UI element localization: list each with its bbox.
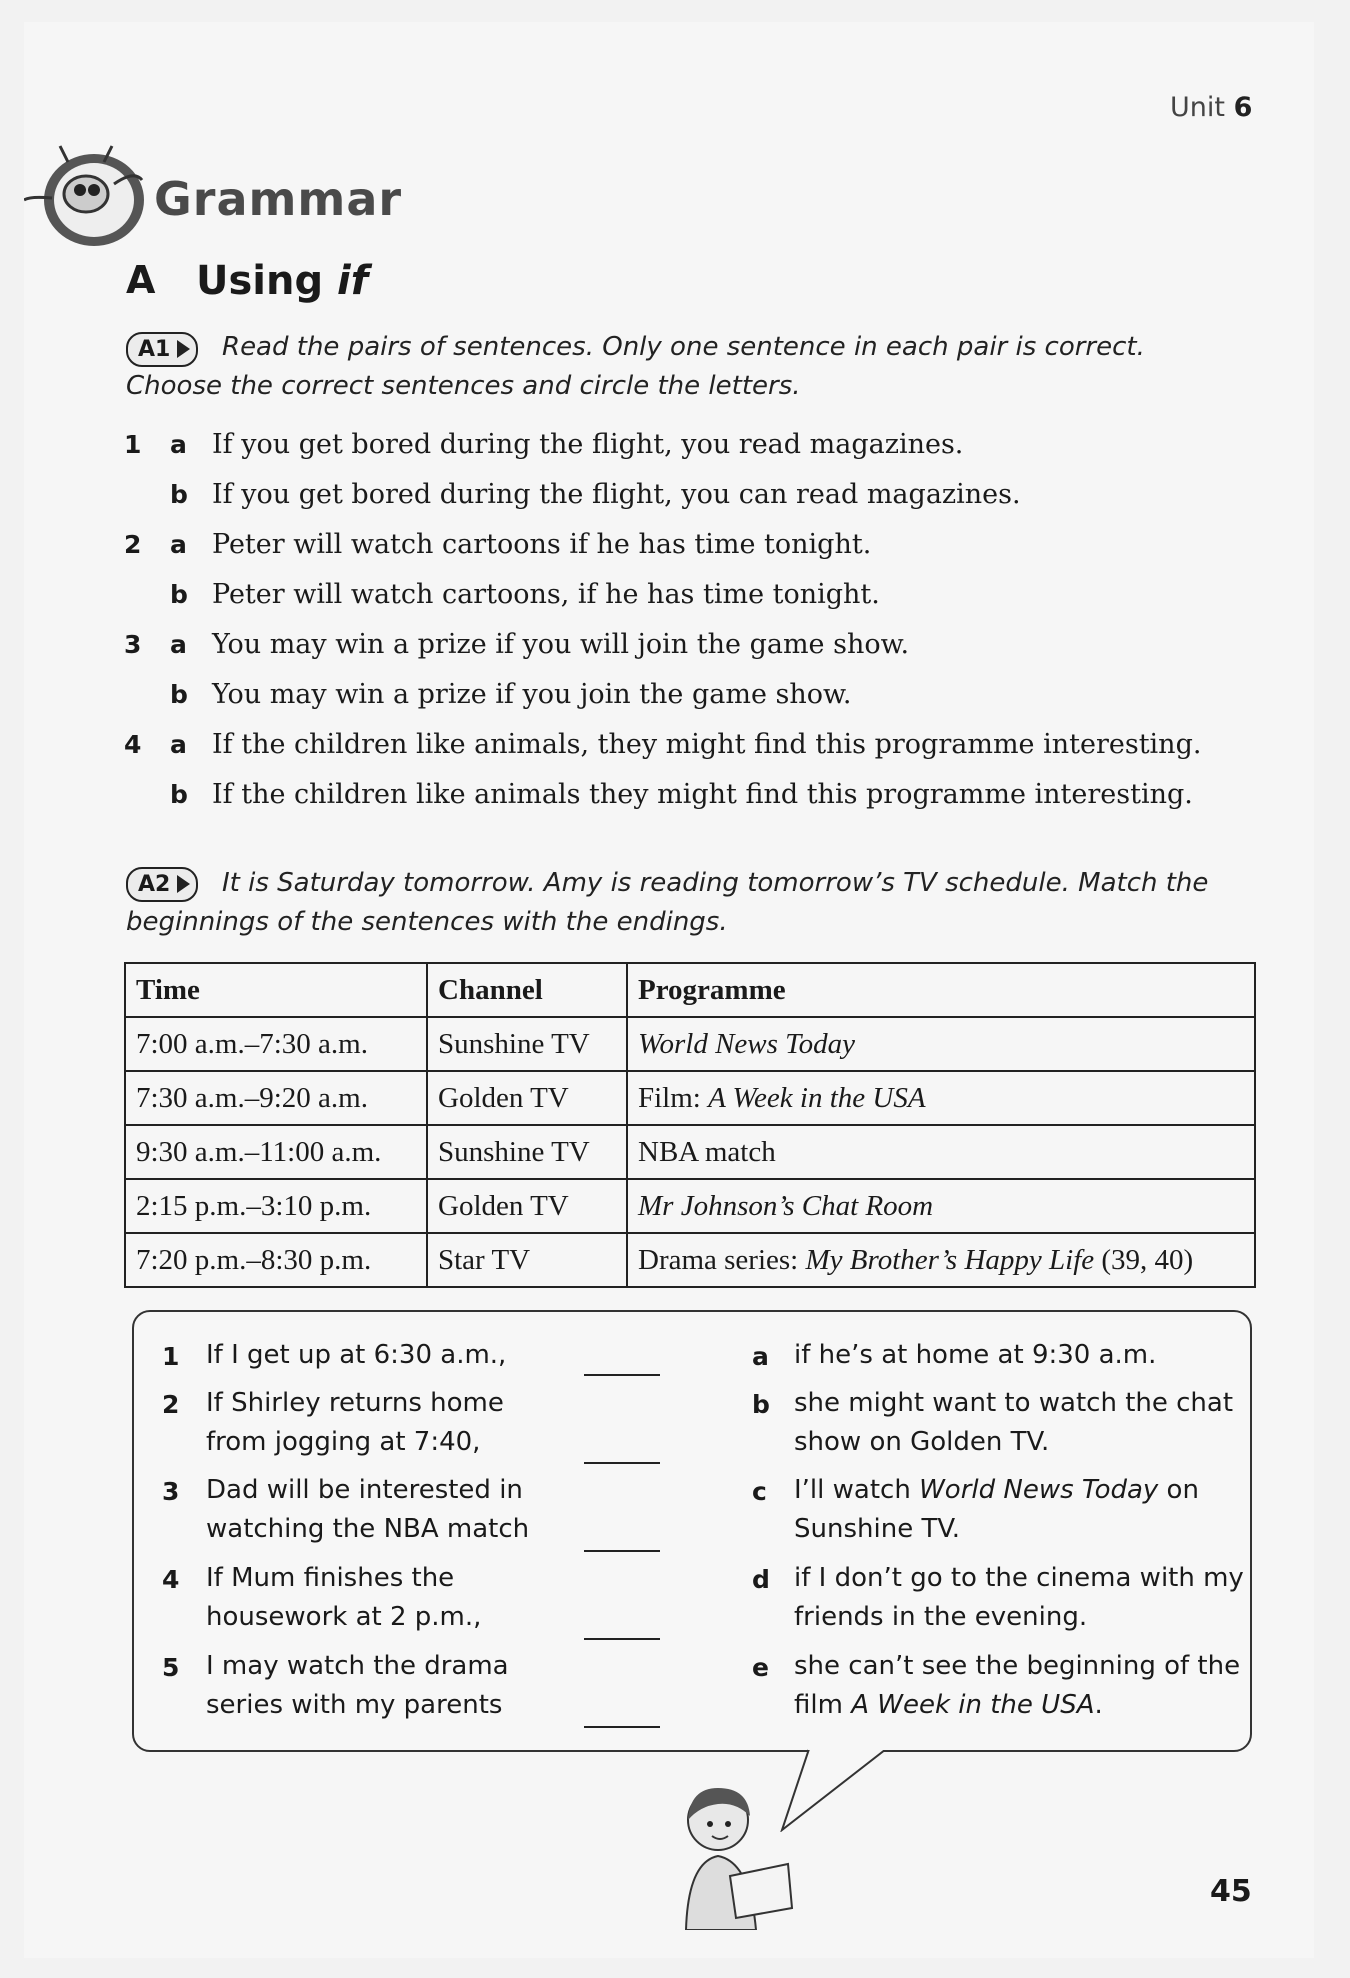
answer-blank[interactable] [584, 1548, 660, 1552]
beginning-text: from jogging at 7:40, [206, 1427, 481, 1457]
matching-speech-bubble: 1 If I get up at 6:30 a.m., 2 If Shirley returns home from jogging at 7:40, 3 Dad will be interested in watching the NBA match 4 If Mum finishes the housework at 2 p.m., 5 I may watch the drama series with my parents a if he’s at home at 9:30 a.m. b she might want to watch the chat show on Golden TV. c I’ll watch World News Today on Sunshine TV. d if I don’t go to the cinema with my friends in the evening. e she can’t see the beginning of the film A Week in the USA. [132, 1310, 1252, 1752]
ending-text: she might want to watch the chat [794, 1388, 1234, 1418]
ending-text: she can’t see the beginning of the [794, 1651, 1241, 1681]
list-item[interactable]: 4 a If the children like animals, they might find this programme interesting. [124, 729, 1202, 760]
ending-text: I’ll watch World News Today on [794, 1475, 1199, 1505]
a1-instruction: Read the pairs of sentences. Only one sentence in each pair is correct. Choose the correct sentences and circle the letters. [126, 332, 1145, 401]
beginning-text: housework at 2 p.m., [206, 1602, 482, 1632]
table-row: 7:00 a.m.–7:30 a.m. Sunshine TV World News Today [125, 1017, 1255, 1071]
bee-mascot-icon [24, 140, 150, 252]
answer-blank[interactable] [584, 1460, 660, 1464]
column-header: Time [125, 963, 427, 1017]
answer-blank[interactable] [584, 1724, 660, 1728]
table-row: 7:30 a.m.–9:20 a.m. Golden TV Film: A Week in the USA [125, 1071, 1255, 1125]
section-heading: Grammar [154, 172, 403, 226]
beginning-text: If Mum finishes the [206, 1563, 455, 1593]
list-item[interactable]: 2 a Peter will watch cartoons if he has time tonight. [124, 529, 872, 560]
column-header: Programme [627, 963, 1255, 1017]
table-row: 2:15 p.m.–3:10 p.m. Golden TV Mr Johnson’s Chat Room [125, 1179, 1255, 1233]
subsection-title: Using if [196, 258, 369, 304]
answer-blank[interactable] [584, 1636, 660, 1640]
beginning-text: If I get up at 6:30 a.m., [206, 1340, 507, 1370]
ending-text: if he’s at home at 9:30 a.m. [794, 1340, 1157, 1370]
audio-badge-a2: A2 [126, 867, 198, 902]
list-item[interactable]: 1 a If you get bored during the flight, you read magazines. [124, 429, 964, 460]
a2-instruction: It is Saturday tomorrow. Amy is reading tomorrow’s TV schedule. Match the beginnings of the sentences with the endings. [126, 868, 1209, 937]
ending-text: Sunshine TV. [794, 1514, 961, 1544]
beginning-text: watching the NBA match [206, 1514, 530, 1544]
page-number: 45 [1210, 1874, 1252, 1909]
sentence-pairs [124, 422, 1274, 822]
list-item[interactable]: 3 a You may win a prize if you will join the game show. [124, 629, 910, 660]
beginning-text: series with my parents [206, 1690, 503, 1720]
table-row: 7:20 p.m.–8:30 p.m. Star TV Drama series: My Brother’s Happy Life (39, 40) [125, 1233, 1255, 1287]
audio-badge-a1: A1 [126, 332, 198, 367]
table-row: 9:30 a.m.–11:00 a.m. Sunshine TV NBA match [125, 1125, 1255, 1179]
answer-blank[interactable] [584, 1372, 660, 1376]
column-header: Channel [427, 963, 627, 1017]
tv-schedule-table [124, 962, 1256, 1288]
girl-reading-illustration [666, 1780, 796, 1930]
ending-text: show on Golden TV. [794, 1427, 1050, 1457]
unit-label: Unit 6 [1170, 92, 1253, 123]
list-item[interactable]: b Peter will watch cartoons, if he has time tonight. [170, 579, 880, 610]
beginning-text: If Shirley returns home [206, 1388, 504, 1418]
ending-text: if I don’t go to the cinema with my [794, 1563, 1244, 1593]
beginning-text: I may watch the drama [206, 1651, 509, 1681]
beginning-text: Dad will be interested in [206, 1475, 523, 1505]
ending-text: film A Week in the USA. [794, 1690, 1103, 1720]
table-header-row [125, 963, 1255, 1017]
subsection-letter: A [126, 258, 156, 302]
ending-text: friends in the evening. [794, 1602, 1088, 1632]
list-item[interactable]: b If the children like animals they might find this programme interesting. [170, 779, 1193, 810]
list-item[interactable]: b You may win a prize if you join the game show. [170, 679, 852, 710]
list-item[interactable]: b If you get bored during the flight, you can read magazines. [170, 479, 1021, 510]
